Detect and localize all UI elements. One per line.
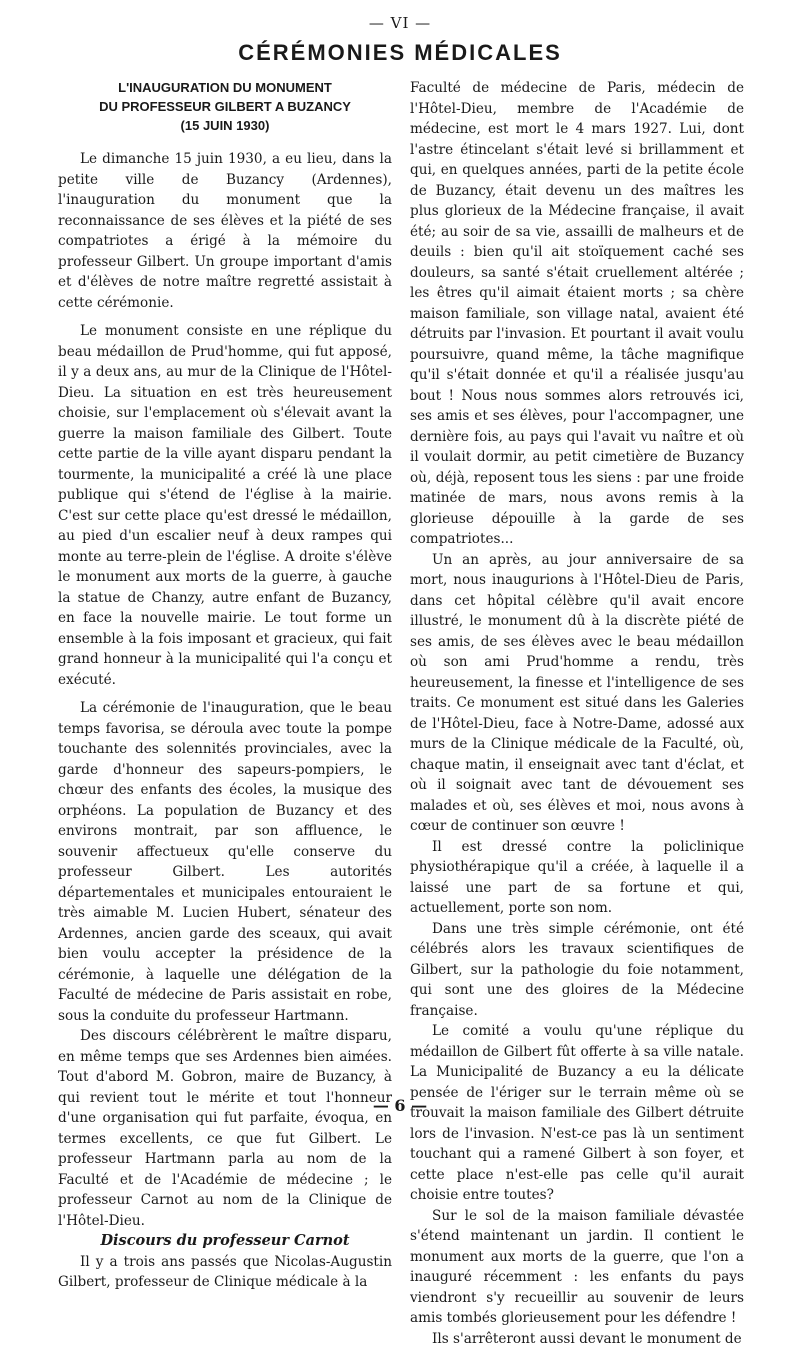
paragraph: Dans une très simple cérémonie, ont été célébrés alors les travaux scientifiques de Gilbert, sur la pathologie du foie notamment, qui sont une des gloires de la Médecine française. bbox=[410, 919, 744, 1022]
article-heading-line-2: DU PROFESSEUR GILBERT A BUZANCY bbox=[58, 97, 392, 116]
paragraph: Le comité a voulu qu'une réplique du médaillon de Gilbert fût offerte à sa ville natale. La Municipalité de Buzancy a eu la délicate pensée de l'ériger sur le terrain même où se trouvait la maison familiale des Gilbert détruite lors de l'invasion. N'est-ce pas là un sentiment touchant qui a ramené Gilbert à son foyer, et cette place n'est-elle pas celle qu'il aurait choisie entre toutes? bbox=[410, 1021, 744, 1206]
paragraph: Le dimanche 15 juin 1930, a eu lieu, dans la petite ville de Buzancy (Ardennes), l'inauguration du monument que la reconnaissance de ses élèves et la piété de ses compatriotes a érigé à la mémoire du professeur Gilbert. Un groupe important d'amis et d'élèves de notre maître regretté assistait à cette cérémonie. bbox=[58, 149, 392, 313]
paragraph: Des discours célébrèrent le maître disparu, en même temps que ses Ardennes bien aimées. Tout d'abord M. Gobron, maire de Buzancy, à qui revient tout le mérite et tout l'honneur d'une organisation qui fut parfaite, évoqua, en termes excellents, ce que fut Gilbert. Le professeur Hartmann parla au nom de la Faculté et de l'Académie de médecine ; le professeur Carnot au nom de la Clinique de l'Hôtel-Dieu. bbox=[58, 1026, 392, 1231]
paragraph: La cérémonie de l'inauguration, que le beau temps favorisa, se déroula avec toute la pompe touchante des solennités provinciales, avec la garde d'honneur des sapeurs-pompiers, le chœur des enfants des écoles, la musique des orphéons. La population de Buzancy et des environs montrait, par son affluence, le souvenir affectueux qu'elle conserve du professeur Gilbert. Les autorités départementales et municipales entouraient le très aimable M. Lucien Hubert, sénateur des Ardennes, ancien garde des sceaux, qui avait bien voulu accepter la présidence de la cérémonie, à laquelle une délégation de la Faculté de médecine de Paris assistait en robe, sous la conduite du professeur Hartmann. bbox=[58, 698, 392, 1026]
speech-subheading: Discours du professeur Carnot bbox=[58, 1231, 392, 1252]
paragraph: Il est dressé contre la policlinique physiothérapique qu'il a créée, à laquelle il a laissé une part de sa fortune et qui, actuellement, porte son nom. bbox=[410, 837, 744, 919]
article-heading-line-1: L'INAUGURATION DU MONUMENT bbox=[58, 78, 392, 97]
page-title: CÉRÉMONIES MÉDICALES bbox=[0, 40, 800, 66]
paragraph: Sur le sol de la maison familiale dévastée s'étend maintenant un jardin. Il contient le monument aux morts de la guerre, que l'on a inauguré récemment : les enfants du pays viendront s'y recueillir au souvenir de leurs amis tombés glorieusement pour les défendre ! bbox=[410, 1206, 744, 1329]
right-column bbox=[410, 78, 744, 1349]
article-heading bbox=[58, 78, 392, 135]
paragraph: Il y a trois ans passés que Nicolas-Augustin Gilbert, professeur de Clinique médicale à la bbox=[58, 1252, 392, 1293]
roman-page-number: — VI — bbox=[0, 14, 800, 32]
paragraph: Ils s'arrêteront aussi devant le monument de bbox=[410, 1329, 744, 1349]
paragraph: Le monument consiste en une réplique du beau médaillon de Prud'homme, qui fut apposé, il y a deux ans, au mur de la Clinique de l'Hôtel-Dieu. La situation en est très heureusement choisie, sur l'emplacement où s'élevait avant la guerre la maison familiale des Gilbert. Toute cette partie de la ville ayant disparu pendant la tourmente, la municipalité a créé là une place publique qui s'étend de l'église à la mairie. C'est sur cette place qu'est dressé le médaillon, au pied d'un escalier neuf à deux rampes qui monte au terre-plein de l'église. A droite s'élève le monument aux morts de la guerre, à gauche la statue de Chanzy, autre enfant de Buzancy, en face la nouvelle mairie. Le tout forme un ensemble à la fois imposant et gracieux, qui fait grand honneur à la municipalité qui l'a conçu et exécuté. bbox=[58, 321, 392, 690]
article-heading-line-3: (15 JUIN 1930) bbox=[58, 116, 392, 135]
paragraph: Un an après, au jour anniversaire de sa mort, nous inaugurions à l'Hôtel-Dieu de Paris, dans cet hôpital célèbre qu'il avait encore illustré, le monument dû à la discrète piété de ses amis, de ses élèves avec le beau médaillon où son ami Prud'homme a rendu, très heureusement, la finesse et l'intelligence de ses traits. Ce monument est situé dans les Galeries de l'Hôtel-Dieu, face à Notre-Dame, adossé aux murs de la Clinique médicale de la Faculté, où, chaque matin, il enseignait avec tant d'éclat, et où il soignait avec tant de dévouement ses malades et où, ses élèves et moi, nous avons à cœur de continuer son œuvre ! bbox=[410, 550, 744, 837]
page-number: — 6 — bbox=[0, 1096, 800, 1115]
paragraph: Faculté de médecine de Paris, médecin de l'Hôtel-Dieu, membre de l'Académie de médecine, est mort le 4 mars 1927. Lui, dont l'astre étincelant s'était levé si brillamment et qui, en quelques années, parti de la petite école de Buzancy, était devenu un des maîtres les plus glorieux de la Médecine française, il avait été; au soir de sa vie, assailli de malheurs et de deuils : bien qu'il ait stoïquement caché ses douleurs, sa santé s'était cruellement altérée ; les êtres qu'il aimait étaient morts ; sa chère maison familiale, son village natal, avaient été détruits par l'invasion. Et pourtant il avait voulu poursuivre, quand même, la tâche magnifique qu'il s'était donnée et qu'il a réalisée jusqu'au bout ! Nous nous sommes alors retrouvés ici, ses amis et ses élèves, pour l'accompagner, une dernière fois, au pays qui l'avait vu naître et où il voulait dormir, au petit cimetière de Buzancy où, déjà, reposent tous les siens : par une froide matinée de mars, nous avons remis à la glorieuse dépouille à la garde de ses compatriotes... bbox=[410, 78, 744, 550]
